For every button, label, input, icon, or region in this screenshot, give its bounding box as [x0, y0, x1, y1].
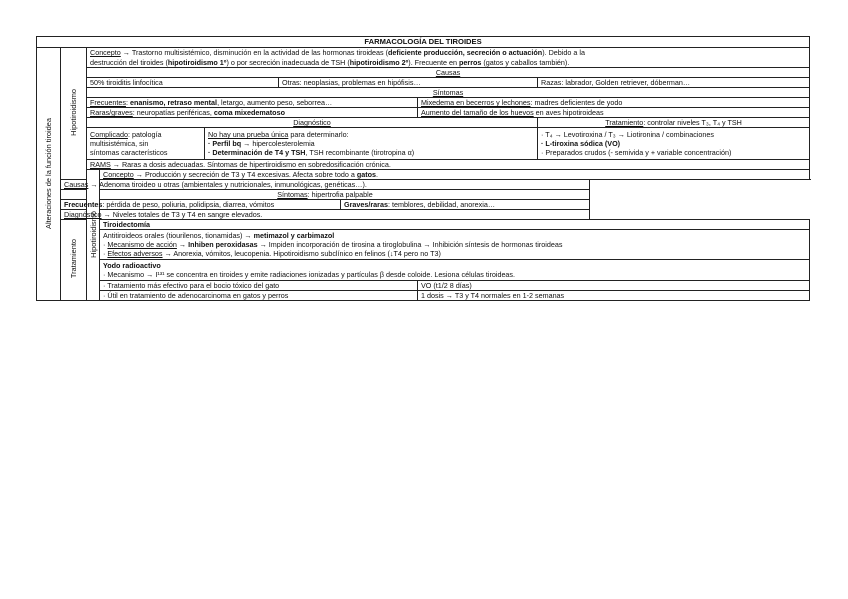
hipo-causa-2: Otras: neoplasias, problemas en hipófisis… [279, 78, 538, 88]
hiper-tiroidectomia: Tiroidectomía [100, 220, 810, 230]
hiper-yodo-2: · Útil en tratamiento de adenocarcinoma en gatos y perros [100, 291, 418, 301]
side-label-cell [37, 48, 61, 301]
hiper-yodo: Yodo radioactivo · Mecanismo → I¹³¹ se concentra en tiroides y emite radiaciones ionizadas y partículas β desde coloide. Lesiona células tiroideas. [100, 260, 810, 281]
hiper-graves: Graves/raras: temblores, debilidad, anorexia… [341, 200, 590, 210]
hipo-concepto-line1: Concepto → Trastorno multisistémico, disminución en la actividad de las hormonas tiroideas (deficiente producción, secreción o actuación). Debido a la [87, 48, 810, 58]
pharmacology-table-sheet [36, 36, 809, 301]
hipo-causa-3: Razas: labrador, Golden retriever, dóberman… [538, 78, 810, 88]
hiper-label: Hipotiroidismo [88, 210, 98, 258]
hiper-yodo-1: · Tratamiento más efectivo para el bocio tóxico del gato [100, 281, 418, 291]
hipo-concepto-line2: destrucción del tiroides (hipotiroidismo 1º) o por secreción inadecuada de TSH (hipotiroidismo 2º). Frecuente en perros (gatos y caballos también). [87, 58, 810, 68]
hipo-label-cell [61, 48, 87, 180]
hipo-rams: RAMS → Raras a dosis adecuadas. Síntomas de hipertiroidismo en sobredosificación crónica. [87, 160, 810, 170]
hiper-diagnostico: Diagnóstico → Niveles totales de T3 y T4 en sangre elevados. [61, 210, 590, 220]
hiper-yodo-1b: VO (t1/2 8 días) [418, 281, 810, 291]
side-label: Alteraciones de la función tiroidea [44, 117, 53, 229]
hiper-tratamiento-label-cell [61, 220, 87, 301]
hiper-antitiroideos: Antitiroideos orales (tiourilenos, tionamidas) → metimazol y carbimazol · Mecanismo de acción → Inhiben peroxidasas → Impiden incorporación de tirosina a tiroglobulina → Inhibición síntesis de hormonas tiroideas · Efectos adversos → Anorexia, vómitos, leucopenia. Hipotiroidismo subclínico en felinos (↓T4 pero no T3) [100, 230, 810, 260]
hipo-aves: Aumento del tamaño de los huevos en aves hipotiroideas [418, 108, 810, 118]
hipo-tratamiento-header: Tratamiento: controlar niveles T₃, T₄ y TSH [538, 118, 810, 128]
hiper-causas: Causas → Adenoma tiroideo u otras (ambientales y nutricionales, inmunológicas, genéticas…). [61, 180, 590, 190]
hipo-label: Hipotiroidismo [69, 89, 78, 136]
hiper-sintomas-header: Síntomas: hipertrofia palpable [61, 190, 590, 200]
thyroid-table [36, 36, 810, 301]
hipo-causas-header: Causas [87, 68, 810, 78]
hipo-prueba: No hay una prueba única para determinarlo: · Perfil bq → hipercolesterolemia · Determinación de T4 y TSH, TSH recombinante (tirotropina α) [205, 128, 538, 160]
hiper-frecuentes: Frecuentes: pérdida de peso, poliuria, polidipsia, diarrea, vómitos [61, 200, 341, 210]
hipo-causa-1: 50% tiroiditis linfocítica [87, 78, 279, 88]
hipo-complicado: Complicado: patología multisistémica, sin síntomas característicos [87, 128, 205, 160]
hipo-raras: Raras/graves: neuropatías periféricas, coma mixedematoso [87, 108, 418, 118]
hiper-tratamiento-label: Tratamiento [69, 239, 78, 279]
hipo-diagnostico-header: Diagnóstico [87, 118, 538, 128]
table-title: FARMACOLOGÍA DEL TIROIDES [37, 37, 810, 48]
hiper-concepto: Concepto → Producción y secreción de T3 y T4 excesivas. Afecta sobre todo a gatos. [100, 170, 810, 180]
hipo-mixedema: Mixedema en becerros y lechones: madres deficientes de yodo [418, 98, 810, 108]
hipo-sintomas-header: Síntomas [87, 88, 810, 98]
hiper-yodo-2b: 1 dosis → T3 y T4 normales en 1-2 semanas [418, 291, 810, 301]
hipo-frecuentes: Frecuentes: enanismo, retraso mental, letargo, aumento peso, seborrea… [87, 98, 418, 108]
hipo-tratamiento-list: · T₄ → Levotiroxina / T₃ → Liotironina / combinaciones · L-tiroxina sódica (VO) · Preparados crudos (- semivida y + variable concentración) [538, 128, 810, 160]
